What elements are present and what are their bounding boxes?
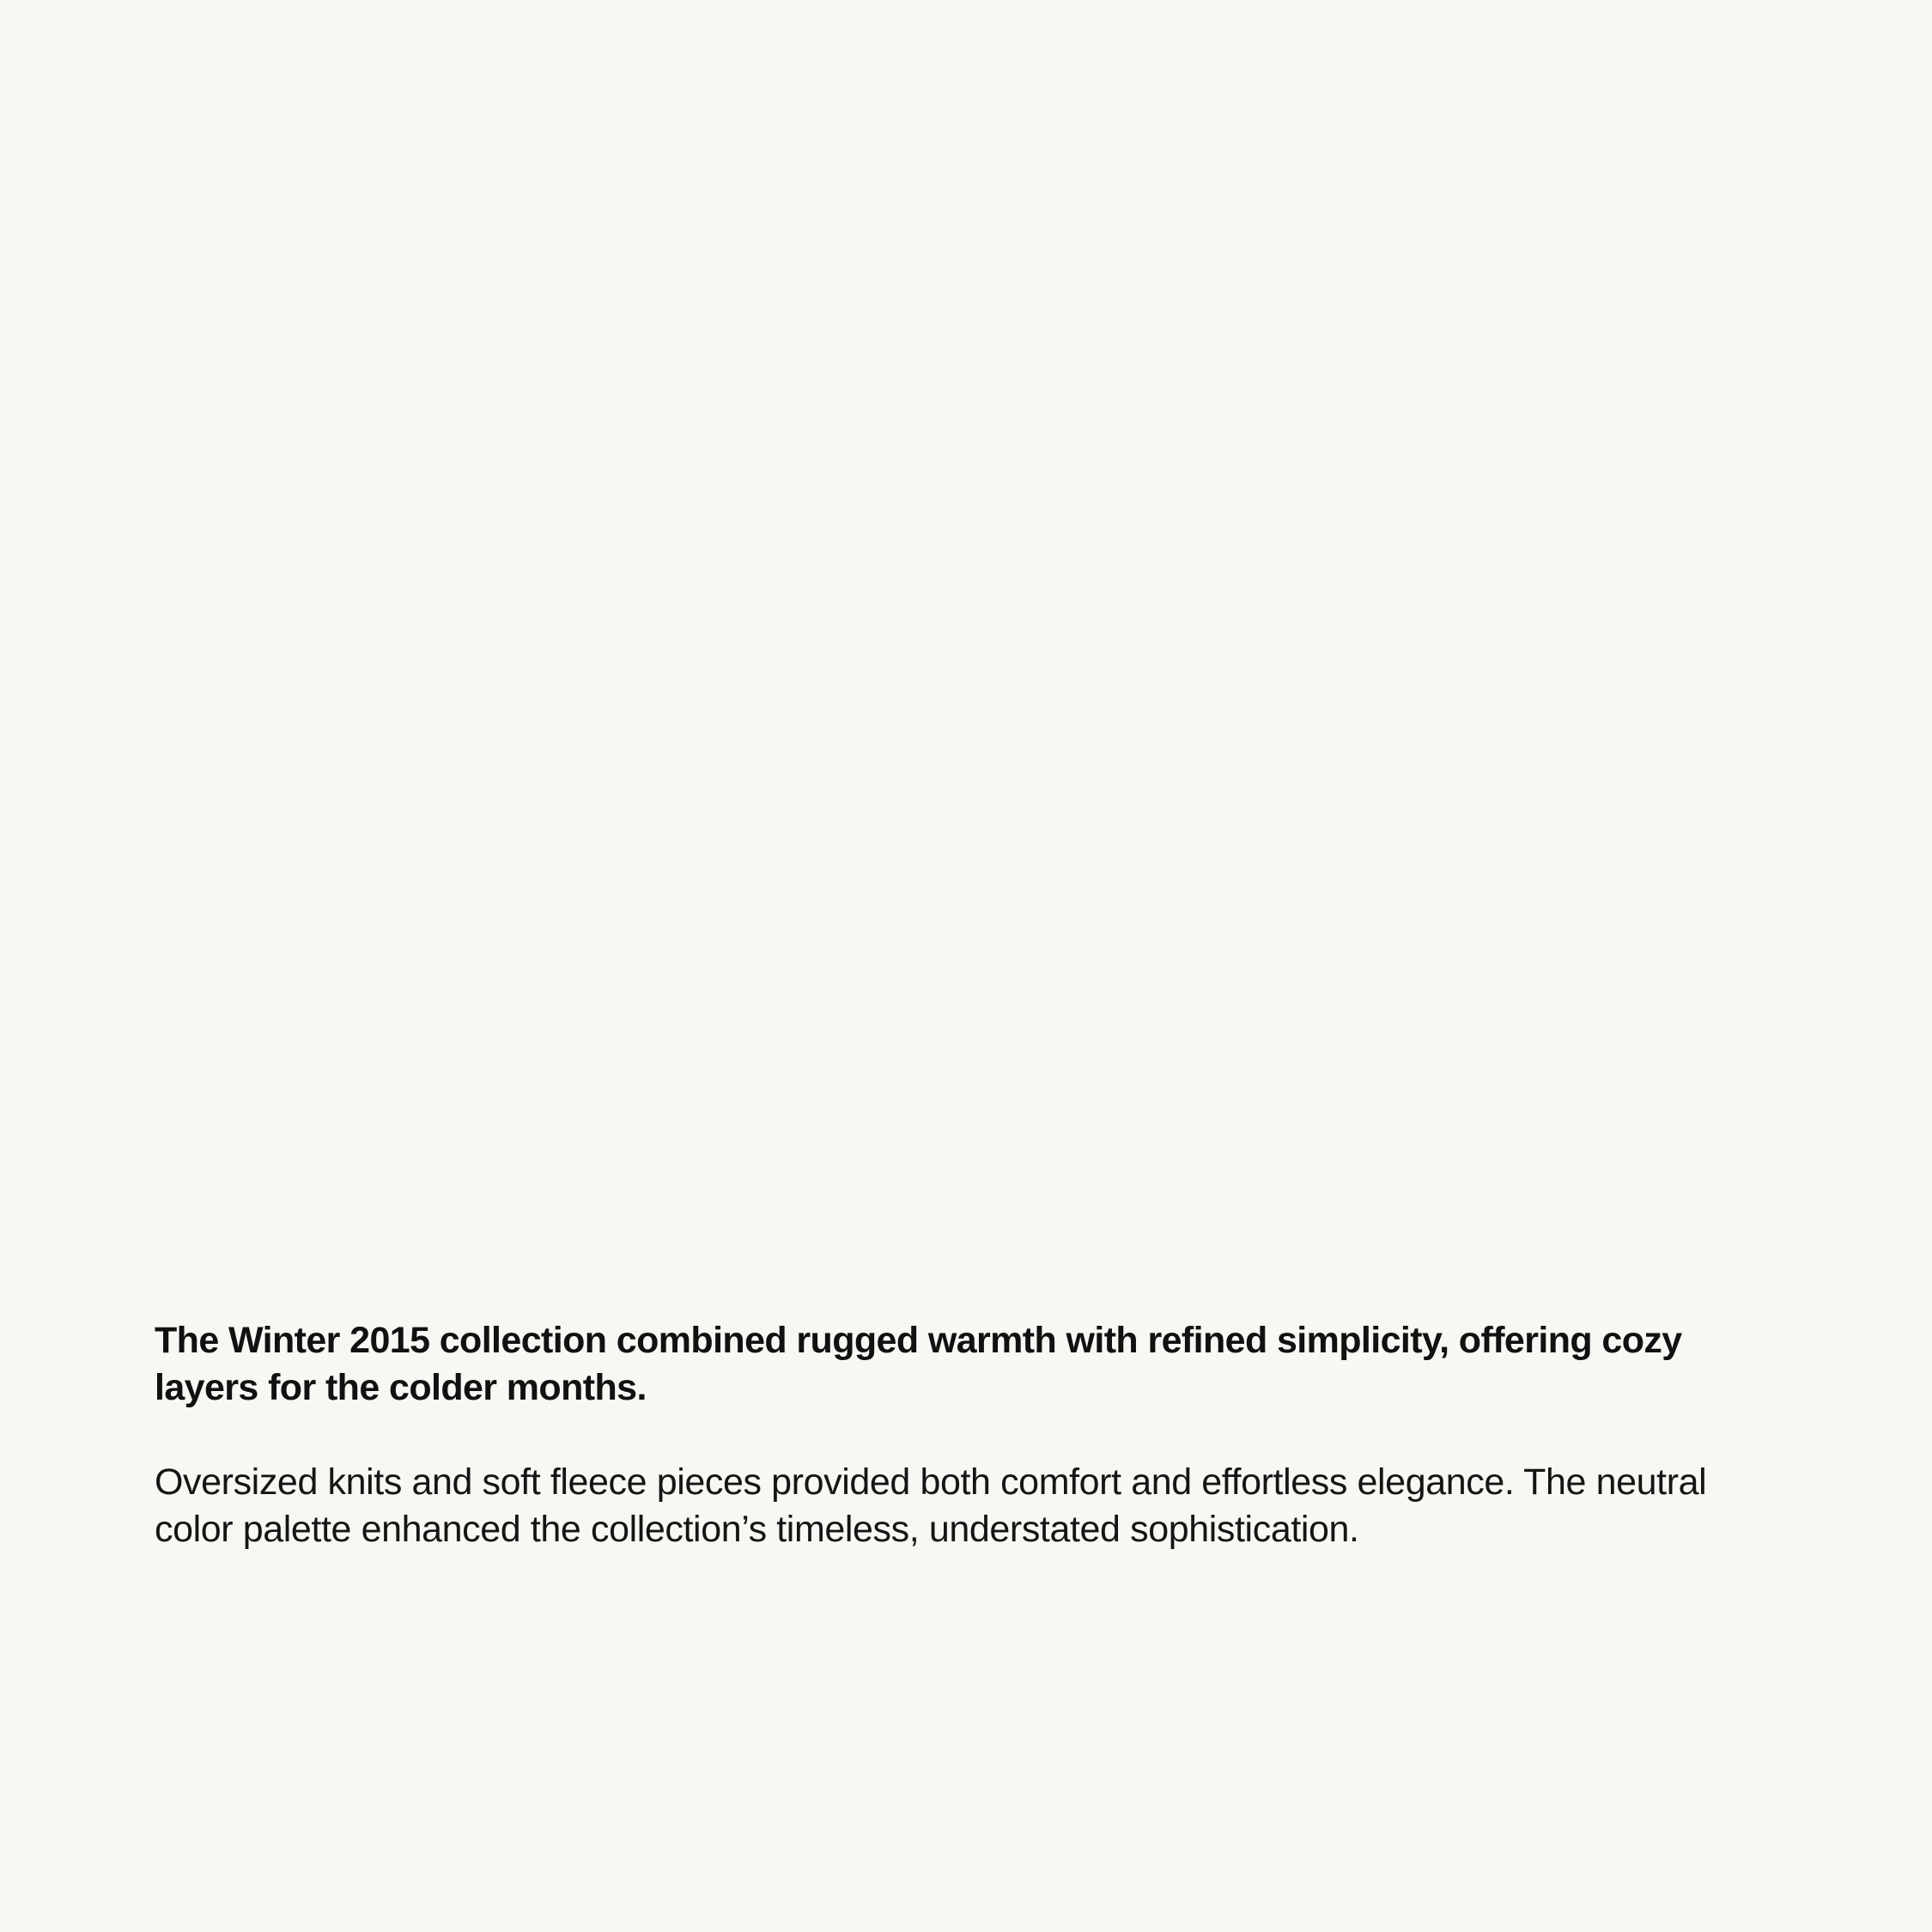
body-paragraph: Oversized knits and soft fleece pieces provided both comfort and effortless elegance. The neutral color palette enhanced the collection’s timeless, understated sophistication.	[155, 1461, 1707, 1550]
collection-description	[155, 1317, 1769, 1553]
lead-paragraph: The Winter 2015 collection combined rugged warmth with refined simplicity, offering cozy layers for the colder months.	[155, 1320, 1682, 1408]
